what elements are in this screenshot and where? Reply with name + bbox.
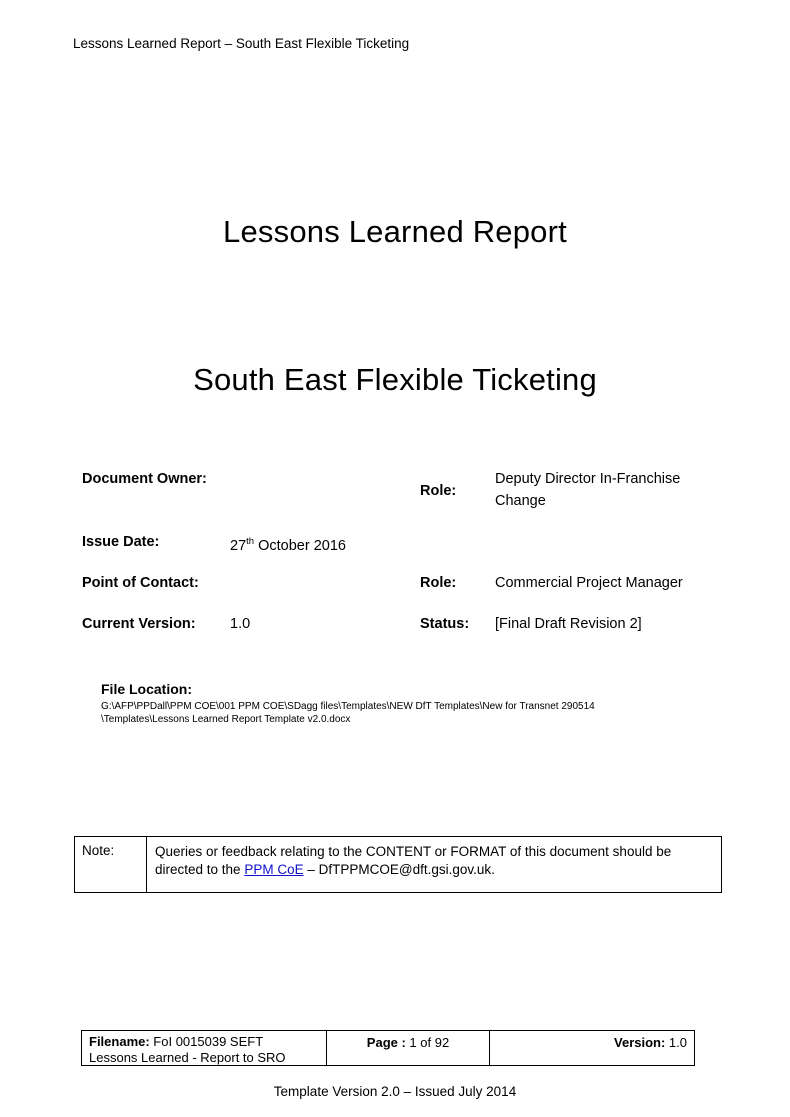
footer-version-cell <box>490 1031 694 1065</box>
owner-role-value: Deputy Director In-Franchise Change <box>495 471 681 509</box>
status-label: Status: <box>420 616 470 632</box>
issue-date-ordinal: th <box>246 536 255 547</box>
metadata-row-current-version <box>82 613 722 635</box>
footer-page-label: Page : <box>366 1035 406 1050</box>
issue-date-rest: October 2016 <box>254 537 346 554</box>
owner-role-label: Role: <box>420 483 457 499</box>
metadata-row-document-owner <box>82 468 722 512</box>
current-version-label: Current Version: <box>82 616 196 632</box>
document-owner-label: Document Owner: <box>82 471 207 487</box>
running-header: Lessons Learned Report – South East Flexible Ticketing <box>73 36 410 51</box>
ppm-coe-link[interactable]: PPM CoE <box>244 862 304 877</box>
footer-filename-cell <box>82 1031 327 1065</box>
issue-date-day: 27 <box>230 537 247 554</box>
point-of-contact-label: Point of Contact: <box>82 575 199 591</box>
footer-filename-label: Filename: <box>89 1034 150 1049</box>
document-subtitle: South East Flexible Ticketing <box>193 362 597 397</box>
note-text <box>147 837 721 892</box>
current-version-value: 1.0 <box>230 616 251 632</box>
status-value: [Final Draft Revision 2] <box>495 616 642 632</box>
note-text-before: Queries or feedback relating to the CONTENT or FORMAT of this document should be directed to the <box>155 844 672 877</box>
file-location-block <box>101 681 701 726</box>
file-location-label: File Location: <box>101 681 192 697</box>
file-location-path: G:\AFP\PPDall\PPM COE\001 PPM COE\SDagg files\Templates\NEW DfT Templates\New for Transnet 290514\Templates\Lessons Learned Report Template v2.0.docx <box>101 701 595 725</box>
issue-date-value <box>230 531 346 557</box>
footer-version-value: 1.0 <box>665 1035 687 1050</box>
note-text-after: – DfTPPMCOE@dft.gsi.gov.uk. <box>303 862 495 877</box>
contact-role-value: Commercial Project Manager <box>495 575 683 591</box>
metadata-row-issue-date <box>82 531 722 553</box>
issue-date-label: Issue Date: <box>82 534 160 550</box>
footer-page-cell <box>327 1031 490 1065</box>
footer-filename-value: FoI 0015039 SEFT <box>149 1034 264 1049</box>
document-metadata <box>82 468 722 654</box>
footer-page-value: 1 of 92 <box>405 1035 450 1050</box>
footer-table <box>81 1030 695 1066</box>
footer-filename-line2: Lessons Learned - Report to SRO <box>89 1049 286 1065</box>
note-box <box>74 836 722 893</box>
document-title: Lessons Learned Report <box>223 214 567 249</box>
footer-template-note: Template Version 2.0 – Issued July 2014 <box>273 1084 517 1099</box>
footer-version-label: Version: <box>614 1035 666 1050</box>
footer-filename-line1 <box>89 1034 319 1050</box>
note-label: Note: <box>75 837 147 892</box>
metadata-row-point-of-contact <box>82 572 722 594</box>
contact-role-label: Role: <box>420 575 457 591</box>
